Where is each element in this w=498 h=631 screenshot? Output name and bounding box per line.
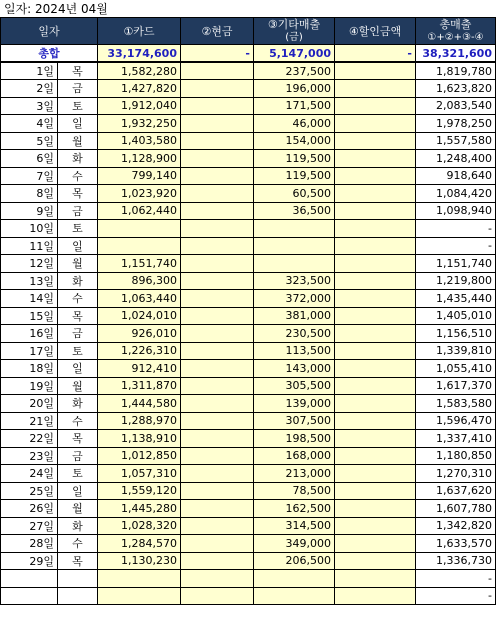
cell-total[interactable]: 1,270,310 [416, 465, 496, 483]
cell-day[interactable]: 19일 [1, 377, 58, 395]
cell-weekday[interactable]: 목 [58, 185, 98, 203]
cell-discount[interactable] [335, 482, 416, 500]
cell-cash[interactable] [181, 412, 254, 430]
cell-discount[interactable] [335, 500, 416, 518]
cell-etc[interactable] [254, 570, 335, 588]
table-row [1, 237, 496, 255]
header-etc-label: ③기타매출 [267, 18, 321, 31]
cell-weekday[interactable]: 토 [58, 342, 98, 360]
cell-total[interactable]: 1,819,780 [416, 62, 496, 80]
table-row [1, 360, 496, 378]
cell-cash[interactable] [181, 447, 254, 465]
cell-card[interactable]: 1,138,910 [98, 430, 181, 448]
summary-total[interactable]: 38,321,600 [416, 45, 496, 63]
cell-etc[interactable]: 349,000 [254, 535, 335, 553]
cell-day[interactable]: 21일 [1, 412, 58, 430]
cell-card[interactable]: 1,444,580 [98, 395, 181, 413]
cell-etc[interactable] [254, 587, 335, 605]
cell-discount[interactable] [335, 412, 416, 430]
cell-discount[interactable] [335, 97, 416, 115]
cell-discount[interactable] [335, 272, 416, 290]
cell-card[interactable]: 1,427,820 [98, 80, 181, 98]
cell-day[interactable]: 8일 [1, 185, 58, 203]
cell-card[interactable]: 1,130,230 [98, 552, 181, 570]
table-row [1, 342, 496, 360]
cell-etc[interactable]: 162,500 [254, 500, 335, 518]
cell-cash[interactable] [181, 570, 254, 588]
cell-card[interactable]: 1,151,740 [98, 255, 181, 273]
cell-total[interactable]: 1,623,820 [416, 80, 496, 98]
header-date[interactable]: 일자 [1, 18, 98, 45]
cell-total[interactable]: 1,180,850 [416, 447, 496, 465]
cell-total[interactable]: 1,435,440 [416, 290, 496, 308]
table-row [1, 290, 496, 308]
cell-card[interactable]: 1,024,010 [98, 307, 181, 325]
cell-card[interactable] [98, 220, 181, 238]
cell-etc[interactable]: 119,500 [254, 167, 335, 185]
cell-day[interactable]: 24일 [1, 465, 58, 483]
cell-total[interactable]: 1,342,820 [416, 517, 496, 535]
cell-discount[interactable] [335, 307, 416, 325]
summary-label[interactable]: 총합 [1, 45, 98, 63]
cell-card[interactable]: 1,311,870 [98, 377, 181, 395]
table-row [1, 482, 496, 500]
table-row [1, 517, 496, 535]
cell-etc[interactable]: 36,500 [254, 202, 335, 220]
cell-etc[interactable]: 78,500 [254, 482, 335, 500]
cell-cash[interactable] [181, 202, 254, 220]
cell-weekday[interactable]: 목 [58, 62, 98, 80]
table-row [1, 167, 496, 185]
cell-etc[interactable]: 60,500 [254, 185, 335, 203]
cell-discount[interactable] [335, 167, 416, 185]
cell-total[interactable]: 1,557,580 [416, 132, 496, 150]
cell-cash[interactable] [181, 132, 254, 150]
cell-day[interactable]: 5일 [1, 132, 58, 150]
header-cash[interactable]: ②현금 [181, 18, 254, 45]
cell-etc[interactable]: 206,500 [254, 552, 335, 570]
cell-day[interactable]: 4일 [1, 115, 58, 133]
summary-card[interactable]: 33,174,600 [98, 45, 181, 63]
cell-card[interactable]: 912,410 [98, 360, 181, 378]
cell-card[interactable]: 1,932,250 [98, 115, 181, 133]
cell-discount[interactable] [335, 447, 416, 465]
cell-etc[interactable]: 46,000 [254, 115, 335, 133]
cell-day[interactable] [1, 570, 58, 588]
table-row [1, 412, 496, 430]
cell-total[interactable]: 1,084,420 [416, 185, 496, 203]
summary-etc[interactable]: 5,147,000 [254, 45, 335, 63]
table-row [1, 80, 496, 98]
table-row [1, 465, 496, 483]
cell-cash[interactable] [181, 342, 254, 360]
cell-card[interactable]: 1,284,570 [98, 535, 181, 553]
cell-day[interactable]: 22일 [1, 430, 58, 448]
cell-discount[interactable] [335, 290, 416, 308]
cell-weekday[interactable]: 수 [58, 535, 98, 553]
cell-cash[interactable] [181, 272, 254, 290]
cell-etc[interactable]: 230,500 [254, 325, 335, 343]
cell-total[interactable]: 1,219,800 [416, 272, 496, 290]
cell-day[interactable]: 29일 [1, 552, 58, 570]
cell-cash[interactable] [181, 115, 254, 133]
table-row [1, 500, 496, 518]
cell-day[interactable]: 6일 [1, 150, 58, 168]
summary-row [1, 45, 496, 63]
cell-total[interactable]: 1,637,620 [416, 482, 496, 500]
cell-day[interactable]: 12일 [1, 255, 58, 273]
cell-total[interactable]: 2,083,540 [416, 97, 496, 115]
cell-card[interactable]: 1,912,040 [98, 97, 181, 115]
cell-weekday[interactable]: 수 [58, 290, 98, 308]
cell-card[interactable]: 1,023,920 [98, 185, 181, 203]
cell-card[interactable]: 1,028,320 [98, 517, 181, 535]
cell-total[interactable]: 1,339,810 [416, 342, 496, 360]
cell-etc[interactable]: 113,500 [254, 342, 335, 360]
cell-cash[interactable] [181, 220, 254, 238]
cell-total[interactable]: 1,337,410 [416, 430, 496, 448]
cell-weekday[interactable]: 금 [58, 80, 98, 98]
table-row [1, 307, 496, 325]
cell-day[interactable]: 28일 [1, 535, 58, 553]
cell-card[interactable]: 1,062,440 [98, 202, 181, 220]
header-total[interactable] [416, 18, 496, 45]
cell-total[interactable]: 1,151,740 [416, 255, 496, 273]
cell-cash[interactable] [181, 482, 254, 500]
cell-card[interactable]: 1,288,970 [98, 412, 181, 430]
cell-weekday[interactable]: 월 [58, 132, 98, 150]
cell-weekday[interactable]: 수 [58, 412, 98, 430]
cell-day[interactable]: 9일 [1, 202, 58, 220]
cell-total[interactable]: 1,607,780 [416, 500, 496, 518]
cell-card[interactable]: 896,300 [98, 272, 181, 290]
cell-weekday[interactable]: 화 [58, 150, 98, 168]
cell-day[interactable]: 13일 [1, 272, 58, 290]
cell-discount[interactable] [335, 202, 416, 220]
cell-day[interactable]: 18일 [1, 360, 58, 378]
cell-discount[interactable] [335, 237, 416, 255]
cell-cash[interactable] [181, 500, 254, 518]
cell-card[interactable]: 1,445,280 [98, 500, 181, 518]
cell-cash[interactable] [181, 395, 254, 413]
cell-weekday[interactable]: 토 [58, 465, 98, 483]
cell-day[interactable]: 14일 [1, 290, 58, 308]
cell-discount[interactable] [335, 255, 416, 273]
table-row [1, 587, 496, 605]
cell-etc[interactable]: 198,500 [254, 430, 335, 448]
cell-weekday[interactable]: 월 [58, 377, 98, 395]
cell-etc[interactable]: 307,500 [254, 412, 335, 430]
table-row [1, 255, 496, 273]
cell-cash[interactable] [181, 185, 254, 203]
cell-card[interactable]: 1,582,280 [98, 62, 181, 80]
cell-total[interactable]: - [416, 570, 496, 588]
cell-card[interactable]: 1,226,310 [98, 342, 181, 360]
cell-discount[interactable] [335, 185, 416, 203]
cell-cash[interactable] [181, 80, 254, 98]
cell-total[interactable]: 1,633,570 [416, 535, 496, 553]
cell-total[interactable]: - [416, 237, 496, 255]
cell-day[interactable]: 17일 [1, 342, 58, 360]
cell-etc[interactable]: 381,000 [254, 307, 335, 325]
cell-cash[interactable] [181, 377, 254, 395]
header-card[interactable]: ①카드 [98, 18, 181, 45]
cell-discount[interactable] [335, 150, 416, 168]
cell-discount[interactable] [335, 430, 416, 448]
cell-cash[interactable] [181, 552, 254, 570]
cell-card[interactable]: 926,010 [98, 325, 181, 343]
cell-weekday[interactable]: 목 [58, 430, 98, 448]
cell-total[interactable]: 1,596,470 [416, 412, 496, 430]
cell-discount[interactable] [335, 517, 416, 535]
cell-day[interactable]: 2일 [1, 80, 58, 98]
cell-discount[interactable] [335, 570, 416, 588]
cell-cash[interactable] [181, 97, 254, 115]
cell-weekday[interactable]: 금 [58, 325, 98, 343]
cell-etc[interactable]: 119,500 [254, 150, 335, 168]
cell-weekday[interactable]: 월 [58, 500, 98, 518]
cell-card[interactable] [98, 570, 181, 588]
cell-cash[interactable] [181, 360, 254, 378]
table-row [1, 62, 496, 80]
cell-cash[interactable] [181, 255, 254, 273]
cell-discount[interactable] [335, 220, 416, 238]
cell-discount[interactable] [335, 465, 416, 483]
cell-weekday[interactable]: 일 [58, 237, 98, 255]
cell-card[interactable]: 1,403,580 [98, 132, 181, 150]
cell-etc[interactable]: 154,000 [254, 132, 335, 150]
cell-cash[interactable] [181, 62, 254, 80]
table-row [1, 202, 496, 220]
cell-weekday[interactable]: 토 [58, 220, 98, 238]
cell-etc[interactable]: 139,000 [254, 395, 335, 413]
cell-etc[interactable]: 237,500 [254, 62, 335, 80]
cell-discount[interactable] [335, 587, 416, 605]
cell-discount[interactable] [335, 535, 416, 553]
cell-cash[interactable] [181, 517, 254, 535]
cell-cash[interactable] [181, 465, 254, 483]
cell-day[interactable]: 25일 [1, 482, 58, 500]
cell-discount[interactable] [335, 360, 416, 378]
header-etc-sub: (금) [285, 32, 303, 43]
cell-discount[interactable] [335, 342, 416, 360]
cell-day[interactable]: 20일 [1, 395, 58, 413]
cell-weekday[interactable] [58, 570, 98, 588]
cell-total[interactable]: 1,248,400 [416, 150, 496, 168]
cell-total[interactable]: 1,978,250 [416, 115, 496, 133]
cell-etc[interactable]: 168,000 [254, 447, 335, 465]
period-label: 일자: 2024년 04월 [4, 2, 108, 16]
cell-day[interactable]: 10일 [1, 220, 58, 238]
cell-total[interactable]: 1,336,730 [416, 552, 496, 570]
table-row [1, 132, 496, 150]
table-row [1, 97, 496, 115]
cell-day[interactable]: 15일 [1, 307, 58, 325]
cell-weekday[interactable]: 화 [58, 272, 98, 290]
table-row [1, 552, 496, 570]
cell-discount[interactable] [335, 80, 416, 98]
cell-etc[interactable]: 196,000 [254, 80, 335, 98]
cell-total[interactable]: 1,617,370 [416, 377, 496, 395]
header-discount[interactable]: ④할인금액 [335, 18, 416, 45]
table-row [1, 220, 496, 238]
cell-weekday[interactable] [58, 587, 98, 605]
cell-discount[interactable] [335, 325, 416, 343]
cell-total[interactable]: 1,055,410 [416, 360, 496, 378]
cell-cash[interactable] [181, 430, 254, 448]
cell-day[interactable]: 16일 [1, 325, 58, 343]
cell-cash[interactable] [181, 237, 254, 255]
cell-weekday[interactable]: 화 [58, 395, 98, 413]
cell-day[interactable]: 23일 [1, 447, 58, 465]
cell-day[interactable]: 11일 [1, 237, 58, 255]
cell-card[interactable]: 1,012,850 [98, 447, 181, 465]
cell-total[interactable]: 1,583,580 [416, 395, 496, 413]
table-row [1, 395, 496, 413]
cell-etc[interactable]: 213,000 [254, 465, 335, 483]
cell-cash[interactable] [181, 150, 254, 168]
table-body [1, 45, 496, 605]
cell-etc[interactable]: 372,000 [254, 290, 335, 308]
cell-total[interactable]: 1,098,940 [416, 202, 496, 220]
table-header [1, 18, 496, 45]
cell-card[interactable] [98, 587, 181, 605]
cell-etc[interactable]: 305,500 [254, 377, 335, 395]
table-row [1, 325, 496, 343]
cell-day[interactable]: 26일 [1, 500, 58, 518]
cell-weekday[interactable]: 일 [58, 115, 98, 133]
cell-day[interactable]: 3일 [1, 97, 58, 115]
cell-cash[interactable] [181, 290, 254, 308]
cell-day[interactable]: 7일 [1, 167, 58, 185]
cell-card[interactable]: 799,140 [98, 167, 181, 185]
cell-etc[interactable]: 143,000 [254, 360, 335, 378]
cell-weekday[interactable]: 목 [58, 552, 98, 570]
cell-weekday[interactable]: 일 [58, 360, 98, 378]
cell-cash[interactable] [181, 535, 254, 553]
cell-weekday[interactable]: 금 [58, 202, 98, 220]
header-total-label: 총매출 [439, 18, 472, 31]
cell-total[interactable]: 918,640 [416, 167, 496, 185]
summary-cash[interactable]: - [181, 45, 254, 63]
cell-etc[interactable] [254, 220, 335, 238]
cell-weekday[interactable]: 일 [58, 482, 98, 500]
cell-weekday[interactable]: 수 [58, 167, 98, 185]
cell-day[interactable]: 27일 [1, 517, 58, 535]
table-row [1, 447, 496, 465]
cell-card[interactable] [98, 237, 181, 255]
cell-day[interactable] [1, 587, 58, 605]
cell-weekday[interactable]: 금 [58, 447, 98, 465]
cell-total[interactable]: - [416, 587, 496, 605]
cell-discount[interactable] [335, 62, 416, 80]
cell-weekday[interactable]: 토 [58, 97, 98, 115]
table-row [1, 272, 496, 290]
cell-etc[interactable]: 314,500 [254, 517, 335, 535]
header-etc[interactable] [254, 18, 335, 45]
cell-etc[interactable]: 171,500 [254, 97, 335, 115]
summary-discount[interactable]: - [335, 45, 416, 63]
cell-weekday[interactable]: 목 [58, 307, 98, 325]
cell-etc[interactable] [254, 255, 335, 273]
table-row [1, 115, 496, 133]
cell-discount[interactable] [335, 132, 416, 150]
cell-weekday[interactable]: 화 [58, 517, 98, 535]
cell-total[interactable]: 1,405,010 [416, 307, 496, 325]
cell-cash[interactable] [181, 587, 254, 605]
table-row [1, 185, 496, 203]
cell-card[interactable]: 1,057,310 [98, 465, 181, 483]
table-row [1, 535, 496, 553]
cell-card[interactable]: 1,063,440 [98, 290, 181, 308]
cell-card[interactable]: 1,128,900 [98, 150, 181, 168]
cell-discount[interactable] [335, 377, 416, 395]
cell-discount[interactable] [335, 552, 416, 570]
cell-discount[interactable] [335, 395, 416, 413]
cell-cash[interactable] [181, 307, 254, 325]
cell-cash[interactable] [181, 167, 254, 185]
cell-etc[interactable]: 323,500 [254, 272, 335, 290]
table-row [1, 570, 496, 588]
table-row [1, 377, 496, 395]
daily-sales-table [0, 17, 496, 605]
header-total-sub: ①+②+③-④ [427, 32, 484, 43]
cell-discount[interactable] [335, 115, 416, 133]
cell-total[interactable]: 1,156,510 [416, 325, 496, 343]
cell-cash[interactable] [181, 325, 254, 343]
cell-weekday[interactable]: 월 [58, 255, 98, 273]
cell-day[interactable]: 1일 [1, 62, 58, 80]
table-row [1, 430, 496, 448]
cell-total[interactable]: - [416, 220, 496, 238]
table-row [1, 150, 496, 168]
cell-card[interactable]: 1,559,120 [98, 482, 181, 500]
cell-etc[interactable] [254, 237, 335, 255]
